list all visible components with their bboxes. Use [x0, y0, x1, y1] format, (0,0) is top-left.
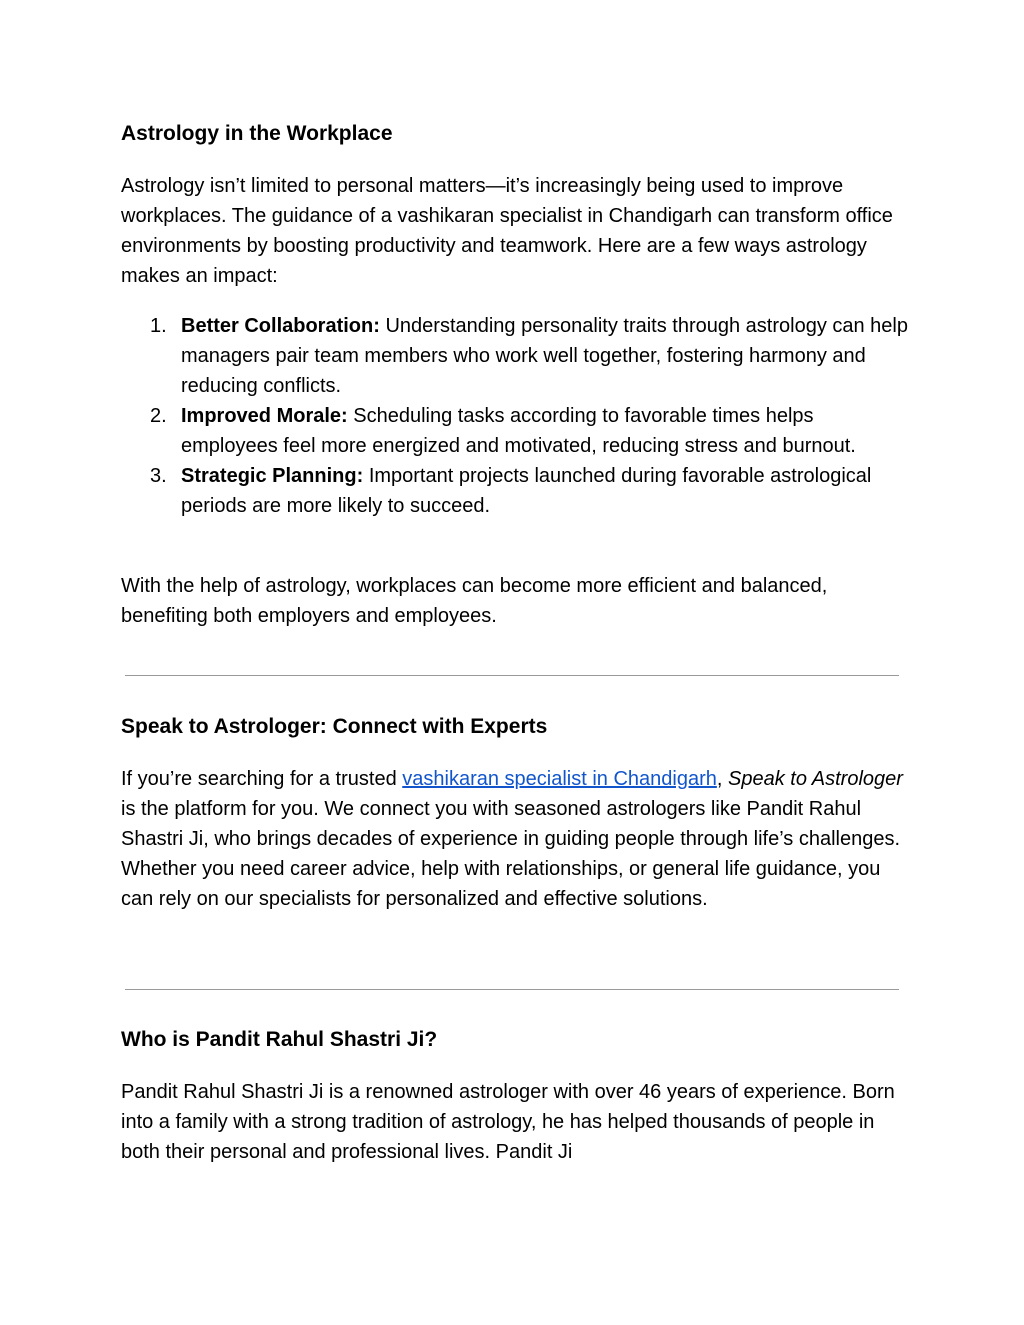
list-item-number: 3.: [150, 465, 167, 487]
brand-name: Speak to Astrologer: [728, 768, 903, 790]
horizontal-divider: [125, 675, 899, 676]
list-item-title: Better Collaboration:: [181, 315, 380, 337]
list-item-number: 1.: [150, 315, 167, 337]
list-item-title: Improved Morale:: [181, 405, 348, 427]
section-heading-pandit: Who is Pandit Rahul Shastri Ji?: [121, 1028, 438, 1051]
section-heading-workplace: Astrology in the Workplace: [121, 122, 393, 145]
list-item: [121, 401, 911, 461]
horizontal-divider: [125, 989, 899, 990]
list-item-number: 2.: [150, 405, 167, 427]
paragraph-text-start: If you’re searching for a trusted: [121, 768, 403, 790]
list-item-title: Strategic Planning:: [181, 465, 364, 487]
list-item: [121, 311, 911, 401]
section-heading-speak-to-astrologer: Speak to Astrologer: Connect with Experts: [121, 715, 548, 738]
workplace-benefits-list: [121, 311, 911, 521]
paragraph-comma: ,: [716, 768, 728, 790]
pandit-bio-paragraph: Pandit Rahul Shastri Ji is a renowned astrologer with over 46 years of experience. Born into a family with a strong tradition of astrology, he has helped thousands of people in both their personal and professional lives. Pandit Ji: [121, 1081, 895, 1163]
vashikaran-specialist-link[interactable]: vashikaran specialist in Chandigarh: [402, 768, 717, 790]
list-item: [121, 461, 911, 521]
list-item-text: Understanding personality traits through astrology can help managers pair team members who work well together, fostering harmony and reducing conflicts.: [181, 315, 908, 397]
paragraph-text-rest: is the platform for you. We connect you with seasoned astrologers like Pandit Rahul Shastri Ji, who brings decades of experience in guiding people through life’s challenges. Whether you need career advice, help with relationships, or general life guidance, you can rely on our specialists for personalized and effective solutions.: [121, 798, 901, 910]
workplace-closing-paragraph: With the help of astrology, workplaces can become more efficient and balanced, benefiting both employers and employees.: [121, 575, 828, 627]
list-item-text: Important projects launched during favorable astrological periods are more likely to succeed.: [181, 465, 872, 517]
speak-to-astrologer-paragraph: [121, 764, 911, 914]
list-item-text: Scheduling tasks according to favorable times helps employees feel more energized and motivated, reducing stress and burnout.: [181, 405, 856, 457]
workplace-intro-paragraph: Astrology isn’t limited to personal matters—it’s increasingly being used to improve workplaces. The guidance of a vashikaran specialist in Chandigarh can transform office environments by boosting productivity and teamwork. Here are a few ways astrology makes an impact:: [121, 175, 893, 287]
